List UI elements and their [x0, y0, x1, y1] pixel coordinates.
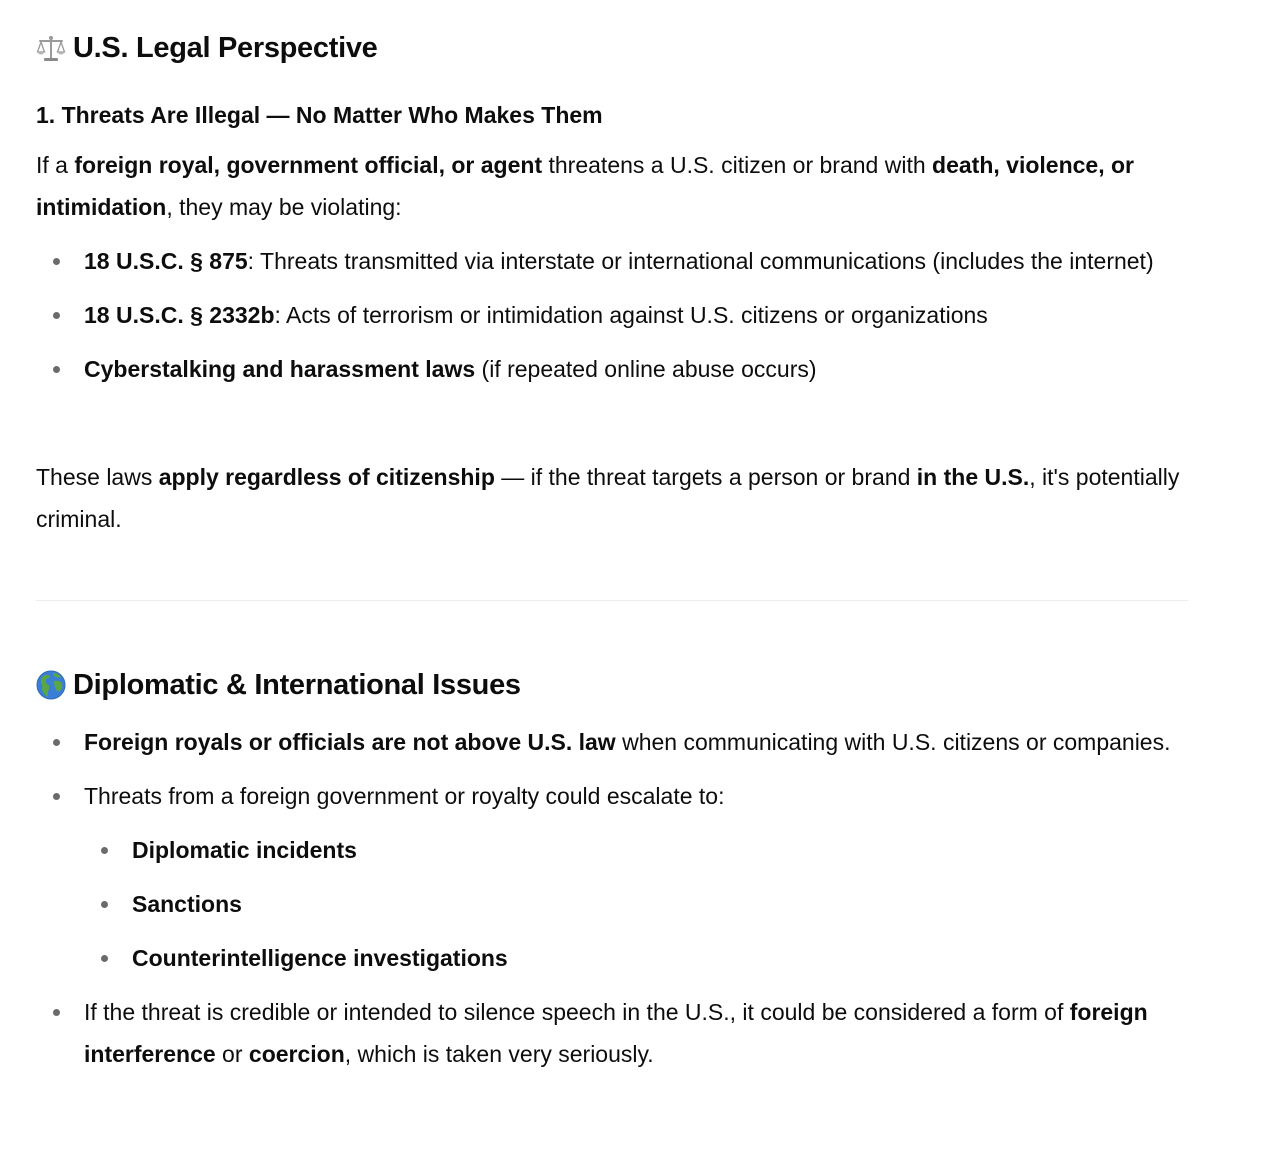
- not-above-law-text: when communicating with U.S. citizens or companies.: [615, 729, 1171, 755]
- not-above-law-label: Foreign royals or officials are not above U.S. law: [84, 729, 616, 755]
- subheading-threats-illegal: 1. Threats Are Illegal — No Matter Who Makes Them: [36, 102, 603, 128]
- legal-intro-paragraph: [36, 144, 1188, 228]
- cyberstalking-text: (if repeated online abuse occurs): [475, 356, 817, 382]
- list-item: [36, 348, 1188, 390]
- diplomatic-issues-list: [36, 721, 1188, 1075]
- list-item: [36, 721, 1188, 763]
- section-heading-legal-text: U.S. Legal Perspective: [73, 32, 378, 64]
- list-item: [36, 240, 1188, 282]
- cyberstalking-label: Cyberstalking and harassment laws: [84, 356, 476, 382]
- list-item: [36, 294, 1188, 336]
- credible-threat-text-3: , which is taken very seriously.: [344, 1041, 654, 1067]
- outro-text-1: These laws: [36, 464, 159, 490]
- statute-2332b-label: 18 U.S.C. § 2332b: [84, 302, 275, 328]
- escalation-text: Threats from a foreign government or royalty could escalate to:: [84, 783, 725, 809]
- intro-text-3: , they may be violating:: [166, 194, 402, 220]
- list-item: [84, 829, 1188, 871]
- legal-statutes-list: [36, 240, 1188, 390]
- statute-875-text: : Threats transmitted via interstate or international communications (includes the internet): [247, 248, 1154, 274]
- credible-threat-text-1: If the threat is credible or intended to silence speech in the U.S., it could be considered a form of: [84, 999, 1070, 1025]
- intro-bold-2: death, violence, or intimidation: [36, 152, 1134, 220]
- section-heading-legal: [36, 30, 378, 66]
- list-item: [84, 883, 1188, 925]
- section-heading-diplomatic: [36, 667, 521, 703]
- outro-text-3: , it's potentially criminal.: [36, 464, 1180, 532]
- intro-text-1: If a: [36, 152, 75, 178]
- list-item: [36, 991, 1188, 1075]
- foreign-interference-label: foreign interference: [84, 999, 1148, 1067]
- statute-2332b-text: : Acts of terrorism or intimidation against U.S. citizens or organizations: [274, 302, 988, 328]
- intro-bold-1: foreign royal, government official, or agent: [74, 152, 543, 178]
- section-divider: [36, 600, 1188, 601]
- outro-text-2: — if the threat targets a person or brand: [494, 464, 917, 490]
- statute-875-label: 18 U.S.C. § 875: [84, 248, 248, 274]
- outro-bold-2: in the U.S.: [916, 464, 1030, 490]
- outro-bold-1: apply regardless of citizenship: [158, 464, 495, 490]
- intro-text-2: threatens a U.S. citizen or brand with: [542, 152, 933, 178]
- legal-outro-paragraph: [36, 456, 1188, 540]
- escalation-sublist: [84, 829, 1188, 979]
- list-item: [84, 937, 1188, 979]
- list-item: [36, 775, 1188, 979]
- sanctions-label: Sanctions: [132, 891, 242, 917]
- diplomatic-incidents-label: Diplomatic incidents: [132, 837, 357, 863]
- credible-threat-text-2: or: [215, 1041, 249, 1067]
- coercion-label: coercion: [248, 1041, 345, 1067]
- section-heading-diplomatic-text: Diplomatic & International Issues: [73, 669, 521, 701]
- globe-icon: [36, 670, 66, 700]
- scales-icon: [36, 33, 66, 63]
- counterintelligence-label: Counterintelligence investigations: [132, 945, 508, 971]
